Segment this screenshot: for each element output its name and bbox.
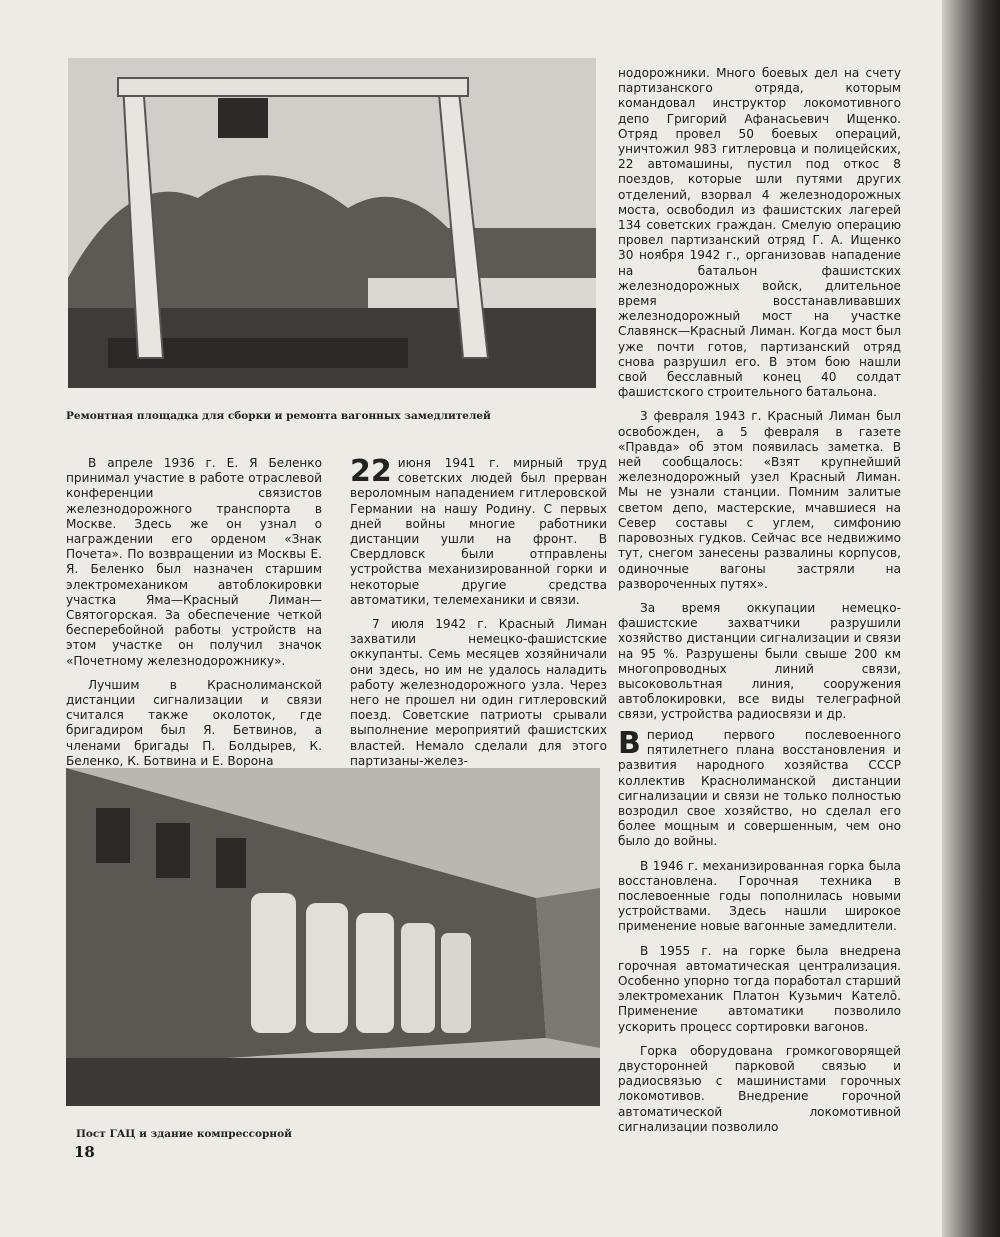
caption-bottom: Пост ГАЦ и здание компрессорной [76, 1128, 292, 1140]
drop-cap: В [618, 726, 641, 761]
paragraph: 7 июля 1942 г. Красный Лиман захватили немецко-фашистские оккупанты. Семь месяцев хозяйничали они здесь, но им не удалось наладить работу железнодорожного узла. Через него не прошел ни один гитлеровский поезд. Советские патриоты срывали выполнение мероприятий фашистских властей. Немало сделали для этого партизаны-желез- [350, 617, 607, 768]
paragraph: 3 февраля 1943 г. Красный Лиман был освобожден, а 5 февраля в газете «Правда» об этом появилась заметка. В ней сообщалось: «Взят крупнейший железнодорожный узел Красный Лиман. Мы не узнали станции. Помним залитые светом депо, мастерские, мчавшиеся на Север составы с углем, симфонию паровозных гудков. Сейчас все недвижимо тут, снегом занесены развалины корпусов, одиночные вагоны застряли на развороченных путях». [618, 409, 901, 591]
paragraph: Горка оборудована громкоговорящей двусторонней парковой связью и радиосвязью с машинистами горочных локомотивов. Внедрение горочной автоматической локомотивной сигнализации позволило [618, 1043, 901, 1134]
photo-compressor-building [66, 768, 600, 1106]
paragraph: Лучшим в Краснолиманской дистанции сигнализации и связи считался также околоток, где бригадиром был Я. Бетвинов, а членами бригады П. Болдырев, К. Беленко, К. Ботвина и Е. Ворона [66, 677, 322, 768]
paragraph-text: период первого послевоенного пятилетнего плана восстановления и развития народного хозяйства СССР коллектив Краснолиманской дистанции сигнализации и связи не только полностью возродил свое хозяйство, но сделал его более мощным и совершенным, чем оно было до войны. [618, 728, 901, 849]
paragraph-text: июня 1941 г. мирный труд советских людей был прерван вероломным нападением гитлеровской Германии на нашу Родину. С первых дней войны многие работники дистанции ушли на фронт. В Свердловск были отправлены устройства механизированной горки и некоторые другие средства автоматики, телемеханики и связи. [350, 456, 607, 607]
caption-top: Ремонтная площадка для сборки и ремонта вагонных замедлителей [66, 410, 491, 422]
paragraph: За время оккупации немецко-фашистские захватчики разрушили хозяйство дистанции сигнализации и связи на 95 %. Разрушены были свыше 200 км многопроводных линий связи, высоковольтная линия, сооружения автоблокировки, все виды телеграфной связи, устройства радиосвязи и др. [618, 600, 901, 722]
page-number: 18 [74, 1143, 95, 1161]
paragraph [618, 728, 901, 850]
paragraph: В 1955 г. на горке была внедрена горочная автоматическая централизация. Особенно упорно тогда поработал старший электромеханик Платон Кузьмич Кателō. Применение автоматики позволило ускорить процесс сортировки вагонов. [618, 943, 901, 1034]
drop-cap: 22 [350, 454, 392, 489]
photo-gantry-crane [68, 58, 596, 388]
paragraph: нодорожники. Много боевых дел на счету партизанского отряда, которым командовал инструктор локомотивного депо Григорий Афанасьевич Ищенко. Отряд провел 50 боевых операций, уничтожил 983 гитлеровца и полицейских, 22 автомашины, пустил под откос 8 поездов, которые шли путями других отделений, взорвал 4 железнодорожных моста, освободил из фашистских лагерей 134 советских граждан. Смелую операцию провел партизанский отряд Г. А. Ищенко 30 ноября 1942 г., организовав нападение на батальон фашистских железнодорожных войск, длительное время восстанавливавших железнодорожный мост на участке Славянск—Красный Лиман. Когда мост был уже почти готов, партизанский отряд снова разрушил его. В этом бою нашли свой бесславный конец 40 солдат фашистского строительного батальона. [618, 66, 901, 400]
paragraph: В апреле 1936 г. Е. Я Беленко принимал участие в работе отраслевой конференции связистов железнодорожного транспорта в Москве. Здесь же он узнал о награждении его орденом «Знак Почета». По возвращении из Москвы Е. Я. Беленко был назначен старшим электромехаником автоблокировки участка Яма—Красный Лиман—Святогорская. За обеспечение четкой бесперебойной работы устройств на этом участке он получил значок «Почетному железнодорожнику». [66, 456, 322, 668]
column-right-top [618, 66, 901, 732]
paragraph: В 1946 г. механизированная горка была восстановлена. Горочная техника в послевоенные годы пополнилась новыми устройствами. Здесь нашли широкое применение новые вагонные замедлители. [618, 858, 901, 934]
column-right-bottom [618, 728, 901, 1144]
column-middle [350, 456, 607, 778]
column-left [66, 456, 322, 778]
paragraph [350, 456, 607, 608]
page-binding-edge [942, 0, 1000, 1237]
